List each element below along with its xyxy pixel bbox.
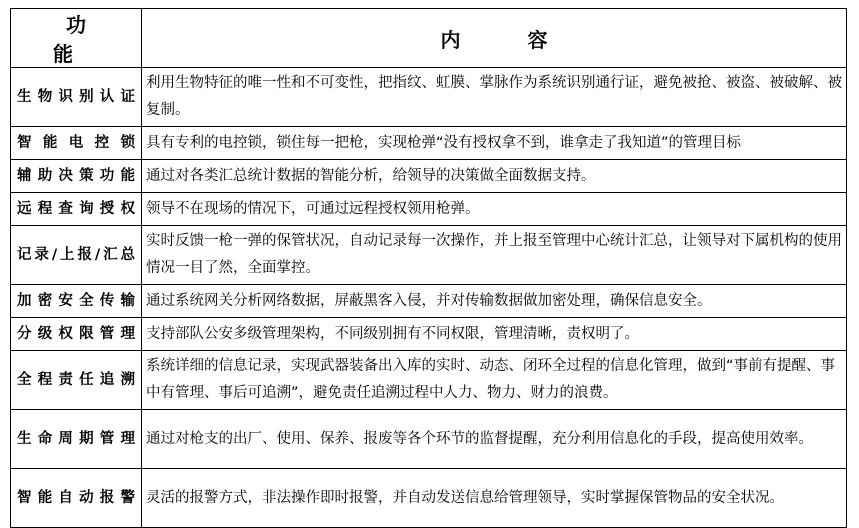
feature-table-container <box>10 8 846 528</box>
table-header-row <box>11 9 847 68</box>
row-function: 记录/上报/汇总 <box>11 226 142 285</box>
row-content: 灵活的报警方式，非法操作即时报警，并自动发送信息给管理领导，实时掌握保管物品的安全状况。 <box>142 469 847 528</box>
row-content: 系统详细的信息记录，实现武器装备出入库的实时、动态、闭环全过程的信息化管理，做到“事前有提醒、事中有管理、事后可追溯”，避免责任追溯过程中人力、物力、财力的浪费。 <box>142 351 847 410</box>
row-function: 辅助决策功能 <box>11 160 142 193</box>
header-content: 内 容 <box>142 9 847 68</box>
row-content: 通过系统网关分析网络数据，屏蔽黑客入侵，并对传输数据做加密处理，确保信息安全。 <box>142 285 847 318</box>
row-content: 支持部队公安多级管理架构，不同级别拥有不同权限，管理清晰，责权明了。 <box>142 318 847 351</box>
table-row <box>11 127 847 160</box>
table-row <box>11 160 847 193</box>
row-function: 分级权限管理 <box>11 318 142 351</box>
row-content: 实时反馈一枪一弹的保管状况，自动记录每一次操作，并上报至管理中心统计汇总，让领导对下属机构的使用情况一目了然，全面掌控。 <box>142 226 847 285</box>
table-row <box>11 410 847 469</box>
row-content: 通过对各类汇总统计数据的智能分析，给领导的决策做全面数据支持。 <box>142 160 847 193</box>
feature-table <box>10 8 847 528</box>
table-row <box>11 68 847 127</box>
row-function: 加密安全传输 <box>11 285 142 318</box>
table-row <box>11 193 847 226</box>
row-content: 领导不在现场的情况下，可通过远程授权领用枪弹。 <box>142 193 847 226</box>
table-row <box>11 351 847 410</box>
table-row <box>11 318 847 351</box>
row-function: 智能电控锁 <box>11 127 142 160</box>
table-row <box>11 226 847 285</box>
table-row <box>11 285 847 318</box>
row-function: 全程责任追溯 <box>11 351 142 410</box>
header-function: 功 能 <box>11 9 142 68</box>
table-row <box>11 469 847 528</box>
row-function: 生物识别认证 <box>11 68 142 127</box>
row-content: 通过对枪支的出厂、使用、保养、报废等各个环节的监督提醒，充分利用信息化的手段，提高使用效率。 <box>142 410 847 469</box>
row-content: 具有专利的电控锁，锁住每一把枪，实现枪弹“没有授权拿不到，谁拿走了我知道”的管理目标 <box>142 127 847 160</box>
row-content: 利用生物特征的唯一性和不可变性，把指纹、虹膜、掌脉作为系统识别通行证，避免被抢、被盗、被破解、被复制。 <box>142 68 847 127</box>
row-function: 智能自动报警 <box>11 469 142 528</box>
row-function: 生命周期管理 <box>11 410 142 469</box>
row-function: 远程查询授权 <box>11 193 142 226</box>
